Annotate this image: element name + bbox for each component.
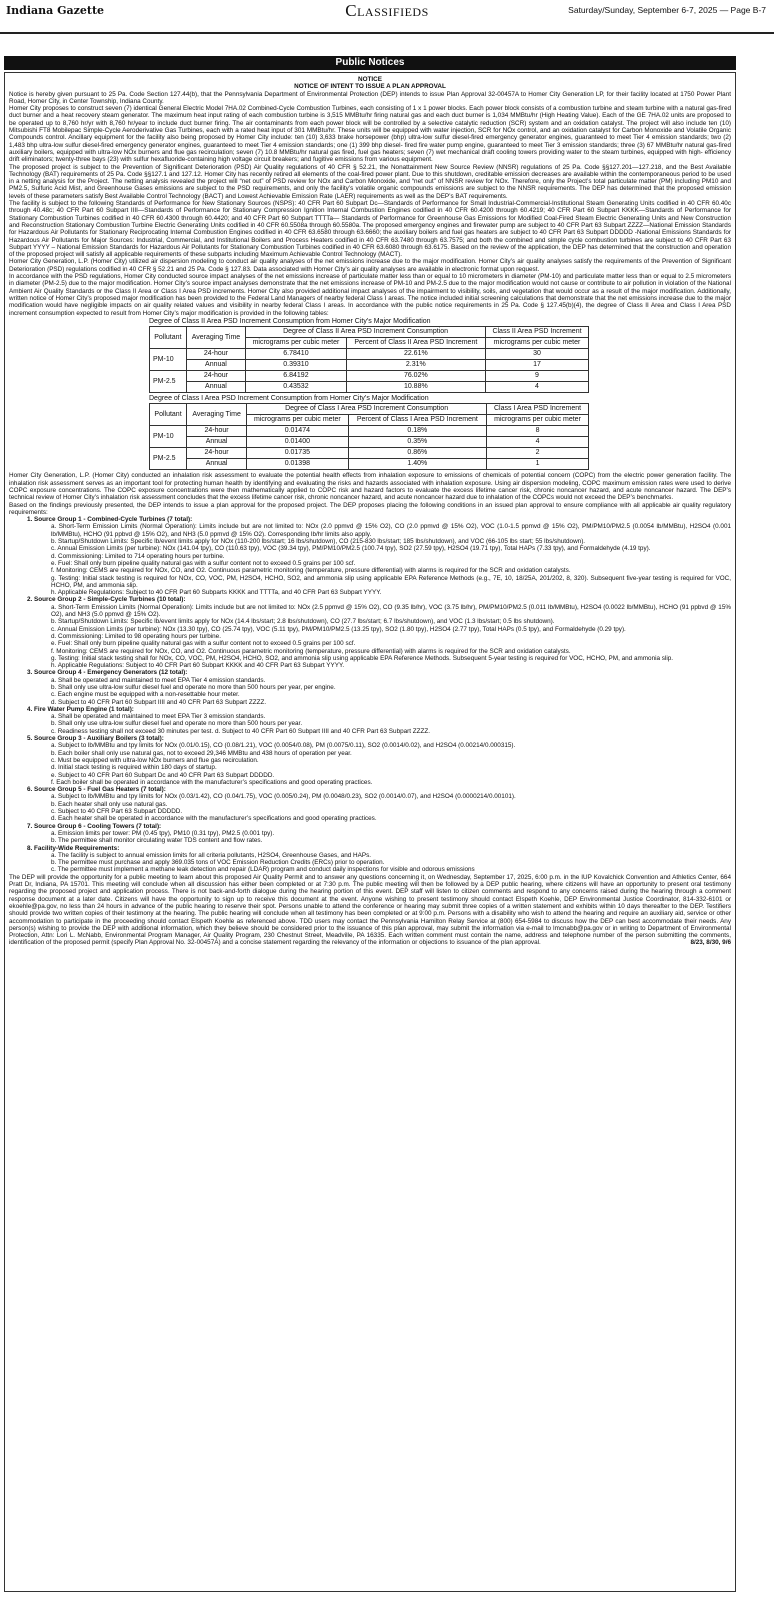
- averaging-time-cell: Annual: [187, 437, 247, 448]
- condition-group: [27, 596, 731, 669]
- header-pollutant: Pollutant: [150, 327, 187, 349]
- percent-cell: 0.35%: [348, 437, 487, 448]
- condition-heading: 5. Source Group 3 - Auxiliary Boilers (3 total):: [27, 735, 164, 743]
- condition-item: f. Monitoring: CEMS are required for NOx, CO, and O2. Continuous parametric monitoring (temperature, pressure differential) with alarms is required for the SCR and oxidation catalysts.: [51, 647, 571, 655]
- averaging-time-cell: 24-hour: [186, 349, 246, 360]
- masthead: Indiana Gazette: [6, 4, 105, 17]
- notice-paragraph: Homer City proposes to construct seven (7) identical General Electric Model 7HA.02 Combined-Cycle Combustion Turbines, each consisting of 1 x 1 power blocks. Each power block consists of a combustion turbine and steam turbine with a natural gas-fired duct burner and a heat recovery steam generator. The maximum heat input rating of each combustion turbine is 3,515 MMBtu/hr firing natural gas and each duct burner is 1,034 MMBtu/hr (High Heating Value). Each of the GE 7HA.02 units are proposed to be operated up to 8,760 hr/yr with 8,760 hr/year to include duct burner firing. The air contaminants from each power block will be controlled by a selective catalytic reduction (SCR) system and an oxidation catalyst. The project will also include ten (10) Mitsubishi FT8 Mobilepac Simple-Cycle Aeroderivative Gas Turbines, each with a rated heat input of 301 MMBtu/hr. These units will be equipped with water injection, SCR for NOx control, and an oxidation catalyst for Carbon Monoxide and Volatile Organic Compounds control. Ancillary equipment for the facility also being proposed by Homer City include: ten (10) 3,633 brake horsepower (bhp) ultra-low sulfur diesel-fired emergency generator engines, guaranteed to meet Tier 4 emission standards; two (2) 1,483 bhp ultra-low sulfur diesel-fired emergency generator engines, guaranteed to meet Tier 4 emission standards; one (1) 399 bhp diesel- fired fire water pump engine, guaranteed to meet Tier 3 emission standards; three (3) 67 MMBtu/hr natural gas-fired auxiliary boilers, equipped with ultra-low NOx burners and flue gas recirculation; seven (7) 10.8 MMBtu/hr natural gas fired, fuel gas heaters; seven (7) wet mechanical draft cooling towers providing water to the steam turbines, equipped with high- efficiency drift eliminators; twenty-three bays (23) with sulfur hexafluoride-containing high voltage circuit breakers; and fugitive emissions from various equipment.: [9, 105, 731, 164]
- condition-item: a. Short-Term Emission Limits (Normal Operation): Limits include but are not limited to: NOx (2.0 ppmvd @ 15% O2), CO (2.0 ppmvd @ 15% O2), VOC (1.0-1.5 ppmvd @ 15% O2), PM/PM10/PM2.5 (0.0054 lb/MMBtu), H2SO4 (0.001 lb/MMBtu), HCHO (91 ppbvd @ 15% O2), and NH3 (5.0 ppmvd @ 15% O2). Corresponding lb/hr limits also apply.: [51, 523, 731, 538]
- notice-paragraph: In accordance with the PSD regulations, Homer City conducted source impact analyses of the net emissions increase of particulate matter less than or equal to 10 micrometers in diameter (PM-10) and particulate matter less than or equal to 2.5 micrometers in diameter (PM-2.5) due to the major modification. Homer City’s source impact analyses demonstrate that the net emissions increase of PM-10 and PM-2.5 due to the major modification would not cause or contribute to air pollution in violation of the National Ambient Air Quality Standards or the Class II Area or Class I Area PSD increments. Homer City also provided additional impact analyses of the impairment to visibility, soils, and vegetation that would occur as a result of the major modification. Additionally, written notice of Homer City’s proposed major modification has been provided to the Federal Land Managers of nearby federal Class I areas. The notice included initial screening calculations that demonstrate that the net emissions increase due to the major modification would have negligible impacts on air quality related values and visibility in nearby federal Class I areas. In accordance with the public notice requirements in 25 Pa. Code § 127.45(b)(4), the degree of Class II Area and Class I Area PSD increment consumption expected to result from Homer City’s major modification is provided in the following tables:: [9, 273, 731, 317]
- percent-cell: 0.86%: [348, 448, 487, 459]
- header-percent: Percent of Class II Area PSD Increment: [346, 338, 485, 349]
- risk-paragraph: Homer City Generation, L.P. (Homer City) conducted an inhalation risk assessment to evaluate the potential health effects from inhalation exposure to emissions of chemicals of potential concern (COPC) from the electric power generation facility. The inhalation risk assessment serves as an important tool for protecting human health by identifying and evaluating the risks and hazards associated with inhalation exposure. Using air dispersion modeling, COPC maximum emission rates were used to derive COPC exposure concentrations. The COPC exposure concentrations were then mathematically applied to COPC risk and hazard factors to evaluate the excess lifetime cancer risk, chronic noncancer hazard, and acute noncancer hazard. The DEP’s technical review of Homer City’s inhalation risk assessment concludes that the excess lifetime cancer risk, chronic noncancer hazard, and acute noncancer hazard due to inhalation of the COPCs would not exceed the DEP’s benchmarks.: [9, 472, 731, 502]
- header-micrograms-increment: micrograms per cubic meter: [487, 415, 589, 426]
- consumption-cell: 0.01400: [247, 437, 348, 448]
- risk-paragraph: Based on the findings previously presented, the DEP intends to issue a plan approval for the proposed project. The DEP proposes placing the following conditions in an issued plan approval to ensure compliance with all applicable air quality regulatory requirements:: [9, 501, 731, 516]
- consumption-cell: 0.01474: [247, 426, 348, 437]
- notice-paragraphs: [9, 91, 731, 317]
- condition-group: [27, 823, 731, 845]
- header-consumption: Degree of Class I Area PSD Increment Consumption: [247, 404, 487, 415]
- condition-item: b. Startup/Shutdown Limits: Specific lb/event limits apply for NOx (110-200 lbs/start; 16 lbs/shutdown), CO (215-830 lbs/start; 185 lbs/shutdown), and VOC (66-105 lbs start; 55 lbs/shutdown).: [51, 538, 586, 546]
- averaging-time-cell: Annual: [187, 459, 247, 470]
- condition-item: e. Fuel: Shall only burn pipeline quality natural gas with a sulfur content not to exceed 0.5 grains per 100 scf.: [51, 559, 356, 567]
- condition-item: c. Readiness testing shall not exceed 30 minutes per test. d. Subject to 40 CFR Part 60 Subpart IIII and 40 CFR Part 63 Subpart ZZZZ.: [51, 727, 431, 735]
- condition-item: d. Commissioning: Limited to 98 operating hours per turbine.: [51, 632, 221, 640]
- table-row: [150, 349, 589, 360]
- notice-paragraph: Notice is hereby given pursuant to 25 Pa. Code Section 127.44(b), that the Pennsylvania Department of Environmental Protection (DEP) intends to issue Plan Approval 32-00457A to Homer City Generation LP, for their facility located at 1750 Power Plant Road, Homer City, in Center Township, Indiana County.: [9, 90, 731, 105]
- condition-item: c. Annual Emission Limits (per turbine): NOx (141.04 tpy), CO (110.63 tpy), VOC (39.34 tpy), PM/PM10/PM2.5 (100.74 tpy), SO2 (27.59 tpy), H2SO4 (19.71 tpy), Total HAPs (7.33 tpy), and Formaldehyde (4.19 tpy).: [51, 545, 651, 553]
- header-consumption: Degree of Class II Area PSD Increment Consumption: [246, 327, 486, 338]
- condition-group: [27, 786, 731, 822]
- condition-item: a. Subject to lb/MMBtu and tpy limits for NOx (0.01/0.15), CO (0.08/1.21), VOC (0.0054/0.08), PM (0.0075/0.11), SO2 (0.0014/0.02), and H2SO4 (0.00214/0.000315).: [51, 742, 516, 750]
- section-title: Classifieds: [345, 1, 429, 20]
- header-micrograms-increment: micrograms per cubic meter: [485, 338, 588, 349]
- condition-item: d. Each heater shall be operated in accordance with the manufacturer’s specifications and good operating practices.: [51, 815, 377, 823]
- page-header: [0, 0, 774, 22]
- condition-group: [27, 706, 731, 735]
- condition-item: h. Applicable Regulations: Subject to 40 CFR Part 60 Subparts KKKK and TTTTa, and 40 CFR Part 63 Subpart YYYY.: [51, 589, 382, 597]
- table-row: [150, 437, 589, 448]
- condition-item: h. Applicable Regulations: Subject to 40 CFR Part 60 Subpart KKKK and 40 CFR Part 63 Subpart YYYY.: [51, 662, 345, 670]
- condition-item: d. Subject to 40 CFR Part 60 Subpart IIII and 40 CFR Part 63 Subpart ZZZZ.: [51, 698, 267, 706]
- percent-cell: 10.88%: [346, 382, 485, 393]
- class-ii-table: [149, 326, 589, 393]
- class-i-table: [149, 403, 589, 470]
- percent-cell: 1.40%: [348, 459, 487, 470]
- consumption-cell: 6.84192: [246, 371, 346, 382]
- condition-heading: 7. Source Group 6 - Cooling Towers (7 total):: [27, 822, 162, 830]
- table-row: [150, 459, 589, 470]
- condition-item: b. The permittee shall monitor circulating water TDS content and flow rates.: [51, 837, 263, 845]
- increment-cell: 4: [487, 437, 589, 448]
- header-pollutant: Pollutant: [150, 404, 187, 426]
- condition-item: f. Monitoring: CEMS are required for NOx, CO, and O2. Continuous parametric monitoring (temperature, pressure differential) with alarms is required for the SCR and oxidation catalysts.: [51, 567, 571, 575]
- condition-item: c. Annual Emission Limits (per turbine): NOx (13.30 tpy), CO (25.74 tpy), VOC (5.11 tpy), PM/PM10/PM2.5 (13.25 tpy), SO2 (1.80 tpy), H2SO4 (2.77 tpy), Total HAPs (0.5 tpy), and Formaldehyde (0.29 tpy).: [51, 625, 626, 633]
- notice-title: NOTICE: [358, 76, 382, 83]
- condition-item: a. Subject to lb/MMBtu and tpy limits for NOx (0.03/1.42), CO (0.04/1.75), VOC (0.005/0.24), PM (0.0048/0.23), SO2 (0.0014/0.07), and H2SO4 (0.0000214/0.00101).: [51, 793, 516, 801]
- header-averaging-time: Averaging Time: [186, 327, 246, 349]
- pollutant-cell: PM-2.5: [150, 448, 187, 470]
- conditions-list: [9, 516, 731, 874]
- condition-item: b. Each boiler shall only use natural gas, not to exceed 29,346 MMBtu and 438 hours of operation per year.: [51, 749, 352, 757]
- condition-group: [27, 735, 731, 786]
- table2-caption: Degree of Class I Area PSD Increment Consumption from Homer City’s Major Modification: [149, 395, 429, 403]
- consumption-cell: 0.43532: [246, 382, 346, 393]
- condition-item: b. The permittee must purchase and apply 369.035 tons of VOC Emission Reduction Credits (ERCs) prior to operation.: [51, 859, 385, 867]
- notice-body: [4, 72, 736, 1592]
- header-rule: [0, 32, 774, 34]
- condition-heading: 8. Facility-Wide Requirements:: [27, 844, 120, 852]
- closing-paragraph: The DEP will provide the opportunity for a public meeting to learn about this proposed Air Quality Permit and to answer any questions concerning it, on Wednesday, September 17, 2025, 6:00 p.m. in the IUP Kovalchick Convention and Athletics Center, 664 Pratt Dr, Indiana, PA 15701. This meeting will conclude when all discussion has either been completed or at 7:30 p.m. The public meeting will then be followed by a DEP public hearing, where citizens will have an opportunity to present oral testimony regarding the proposed project and application process. There is not back-and-forth dialogue during the hearing portion of this event. DEP staff will listen to citizen comments and respond to any concerns raised during the hearing through a comment response document at a later date. Citizens will have the opportunity to sign up to receive this document at the event. Anyone wishing to present testimony should contact Elspeth Koehle, DEP Environmental Justice Coordinator, 814-332-6101 or ekoehle@pa.gov, no less than 24 hours in advance of the public hearing to reserve their spot. Persons unable to attend the conference or hearing may submit three copies of a written statement and exhibits within 10 days thereafter to the DEP. Testifiers should provide two written copies of their testimony at the hearing. The public hearing will conclude when all testimony has been completed or at 9:00 p.m. Persons with a disability who wish to attend the hearing and require an auxiliary aid, service or other accommodation to participate in the proceeding should contact Elspeth Koehle as referenced above. TDD users may contact the Pennsylvania Hamilton Relay Service at (800) 654-5984 to discuss how the DEP can best accommodate their needs. Any person(s) wishing to provide the DEP with additional information, which they believe should be considered prior to the issuance of this plan approval, may submit the information via e-mail to lmcnabb@pa.gov or in writing to Department of Environmental Protection, Attn: Lori L. McNabb, Environmental Program Manager, Air Quality Program, 230 Chestnut Street, Meadville, PA 16335. Each written comment must contain the name, address and telephone number of the person submitting the comments, identification of the proposed permit (specify Plan Approval No. 32-00457A) and a concise statement regarding the relevancy of the information or objections to issuance of the plan approval. 8/23, 8/30, 9/6: [9, 873, 731, 947]
- condition-item: g. Testing: Initial stack testing is required for NOx, CO, VOC, PM, H2SO4, HCHO, SO2, and ammonia slip using applicable EPA Reference Methods (e.g., 7E, 10, 18/25A, 201/202, 8, 320). Subsequent five-year testing is required for VOC, HCHO, PM, and ammonia slip.: [51, 574, 731, 589]
- consumption-cell: 0.01735: [247, 448, 348, 459]
- increment-cell: 9: [485, 371, 588, 382]
- condition-item: b. Shall only use ultra-low sulfur diesel fuel and operate no more than 500 hours per year.: [51, 720, 303, 728]
- averaging-time-cell: 24-hour: [187, 426, 247, 437]
- increment-cell: 17: [485, 360, 588, 371]
- averaging-time-cell: Annual: [186, 360, 246, 371]
- condition-group: [27, 845, 731, 874]
- condition-item: a. Short-Term Emission Limits (Normal Operation): Limits include but are not limited to: NOx (2.5 ppmvd @ 15% O2), CO (9.35 lb/hr), VOC (3.75 lb/hr), PM/PM10/PM2.5 (0.011 lb/MMBtu), H2SO4 (0.0022 lb/MMBtu), HCHO (91 ppbvd @ 15% O2), and NH3 (5.0 ppmvd @ 15% O2).: [51, 603, 731, 619]
- public-notices-banner: Public Notices: [4, 56, 736, 70]
- condition-item: f. Each boiler shall be operated in accordance with the manufacturer’s specifications and good operating practices.: [51, 778, 373, 786]
- table-row: [150, 360, 589, 371]
- condition-item: d. Initial stack testing is required within 180 days of startup.: [51, 764, 217, 772]
- percent-cell: 2.31%: [346, 360, 485, 371]
- condition-item: c. The permittee must implement a methane leak detection and repair (LDAR) program and conduct daily inspections for visible and odorous emissions: [51, 866, 475, 874]
- consumption-cell: 0.39310: [246, 360, 346, 371]
- condition-item: e. Fuel: Shall only burn pipeline quality natural gas with a sulfur content not to exceed 0.5 grains per 100 scf.: [51, 640, 356, 648]
- notice-paragraph: The facility is subject to the following Standards of Performance for New Stationary Sources (NSPS): 40 CFR Part 60 Subpart Dc—Standards of Performance for Small Industrial-Commercial-Institutional Steam Generating Units codified in 40 CFR 60.40c through 40.48c; 40 CFR Part 60 Subpart IIII—Standards of Performance for Stationary Compression Ignition Internal Combustion Engines codified in 40 CFR 60.4200 through 60.4219; 40 CFR Part 60 Subpart KKKK—Standards of Performance for Stationary Combustion Turbines codified in 40 CFR 60.4300 through 60.4420; and 40 CFR Part 60 Subpart TTTTa— Standards of Performance for Greenhouse Gas Emissions for Modified Coal-Fired Steam Electric Generating Units and New Construction and Reconstruction Stationary Combustion Turbine Electric Generating Units codified in 40 CFR 60.5508a through 60.5580a. The proposed emergency engines and firewater pump are subject to 40 CFR Part 63 Subpart ZZZZ—National Emission Standards for Hazardous Air Pollutants for Stationary Reciprocating Internal Combustion Engines codified in 40 CFR 63.6580 through 63.6660; the auxiliary boilers and fuel gas heaters are subject to 40 CFR Part 63 Subpart DDDDD -National Emissions Standards for Hazardous Air Pollutants for Major Sources: Industrial, Commercial, and Institutional Boilers and Process Heaters codified in 40 CFR 63.7480 through 63.7575; and both the combined and simple cycle combustion turbines are subject to 40 CFR Part 63 Subpart YYYY – National Emission Standards for Hazardous Air Pollutants for Stationary Combustion Turbines codified in 40 CFR 63.6080 through 63.6175. Based on the review of the application, the DEP has determined that the construction and operation of the proposed project will satisfy all applicable requirements of these subparts including Maximum Achievable Control Technology (MACT).: [9, 200, 731, 259]
- increment-cell: 2: [487, 448, 589, 459]
- condition-group: [27, 669, 731, 705]
- table-row: [150, 371, 589, 382]
- header-increment: Class I Area PSD Increment: [487, 404, 589, 415]
- pollutant-cell: PM-10: [150, 349, 187, 371]
- condition-item: a. Emission limits per tower: PM (0.45 tpy), PM10 (0.31 tpy), PM2.5 (0.001 tpy).: [51, 829, 275, 837]
- increment-cell: 1: [487, 459, 589, 470]
- condition-heading: 6. Source Group 5 - Fuel Gas Heaters (7 total):: [27, 786, 166, 794]
- condition-group: [27, 516, 731, 596]
- notice-subtitle: NOTICE OF INTENT TO ISSUE A PLAN APPROVAL: [294, 83, 446, 91]
- condition-item: a. Shall be operated and maintained to meet EPA Tier 3 emission standards.: [51, 713, 266, 721]
- condition-item: e. Subject to 40 CFR Part 60 Subpart Dc and 40 CFR Part 63 Subpart DDDDD.: [51, 771, 275, 779]
- condition-heading: 1. Source Group 1 - Combined-Cycle Turbines (7 total):: [27, 516, 193, 524]
- increment-cell: 4: [485, 382, 588, 393]
- condition-item: b. Startup/Shutdown Limits: Specific lb/event limits apply for NOx (14.4 lbs/start; 2.8 lbs/shutdown), CO (27.7 lbs/start; 6.7 lbs/shutdown), and VOC (1.3 lbs/start; 0.5 lbs shutdown).: [51, 618, 555, 626]
- consumption-cell: 0.01398: [247, 459, 348, 470]
- condition-item: d. Commissioning: Limited to 714 operating hours per turbine.: [51, 552, 225, 560]
- percent-cell: 76.02%: [346, 371, 485, 382]
- header-increment: Class II Area PSD Increment: [485, 327, 588, 338]
- risk-paragraphs: [9, 472, 731, 516]
- header-micrograms: micrograms per cubic meter: [247, 415, 348, 426]
- condition-heading: 3. Source Group 4 - Emergency Generators (12 total):: [27, 669, 188, 677]
- condition-item: a. Shall be operated and maintained to meet EPA Tier 4 emission standards.: [51, 676, 266, 684]
- percent-cell: 22.61%: [346, 349, 485, 360]
- condition-item: b. Each heater shall only use natural gas.: [51, 800, 168, 808]
- condition-item: c. Must be equipped with ultra-low NOx burners and flue gas recirculation.: [51, 756, 259, 764]
- increment-cell: 8: [487, 426, 589, 437]
- condition-item: c. Subject to 40 CFR Part 63 Subpart DDDDD.: [51, 808, 183, 816]
- condition-heading: 4. Fire Water Pump Engine (1 total):: [27, 705, 134, 713]
- table-row: [150, 382, 589, 393]
- increment-cell: 30: [485, 349, 588, 360]
- table1-caption: Degree of Class II Area PSD Increment Consumption from Homer City’s Major Modification: [149, 317, 431, 325]
- pollutant-cell: PM-2.5: [150, 371, 187, 393]
- condition-item: c. Each engine must be equipped with a non-resettable hour meter.: [51, 691, 240, 699]
- header-micrograms: micrograms per cubic meter: [246, 338, 346, 349]
- condition-item: g. Testing: Initial stack testing shall for NOx, CO, VOC, PM, H2SO4, HCHO, SO2, and ammonia slip using applicable EPA Reference Methods. Subsequent 5-year testing is required for VOC, HCHO, PM, and ammonia slip.: [51, 654, 674, 662]
- run-dates: 8/23, 8/30, 9/6: [690, 939, 731, 947]
- table-row: [150, 426, 589, 437]
- pollutant-cell: PM-10: [150, 426, 187, 448]
- header-percent: Percent of Class I Area PSD Increment: [348, 415, 487, 426]
- condition-heading: 2. Source Group 2 - Simple-Cycle Turbines (10 total):: [27, 596, 186, 604]
- notice-paragraph: Homer City Generation, L.P. (Homer City) utilized air dispersion modeling to conduct air quality analyses of the net emissions increase due to the major modification. Homer City’s air quality analyses satisfy the requirements of the Prevention of Significant Deterioration (PSD) regulations codified in 40 CFR § 52.21 and 25 Pa. Code § 127.83. Data associated with Homer City’s air quality analyses are available in electronic format upon request.: [9, 258, 731, 273]
- header-averaging-time: Averaging Time: [187, 404, 247, 426]
- notice-paragraph: The proposed project is subject to the Prevention of Significant Deterioration (PSD) Air Quality regulations of 40 CFR § 52.21, the Nonattainment New Source Review (NNSR) regulations of 25 Pa. Code §§127.201—127.218, and the Best Available Technology (BAT) requirements of 25 Pa. Code §§127.1 and 127.12. Homer City has recently retired all elements of the coal-fired power plant. Due to this shutdown, creditable emission decreases are available within the contemporaneous period to be used in a netting analysis for the Project. The netting analysis revealed the project will “net out” of PSD review for NOx and Carbon Monoxide, and “net out” of NNSR review for NOx. Therefore, only the Project’s total particulate matter (PM) including PM10 and PM2.5, Sulfuric Acid Mist, and Greenhouse Gases emissions are subject to the PSD requirements, and only the facility’s volatile organic compounds emissions are subject to the NNSR requirements. The DEP has determined that the proposed emission levels of these parameters satisfy Best Available Control Technology (BACT) and Lowest Achievable Emission Rate (LAER) requirements as well as the DEP’s BAT requirements.: [9, 163, 731, 200]
- condition-item: b. Shall only use ultra-low sulfur diesel fuel and operate no more than 500 hours per year, per engine.: [51, 684, 336, 691]
- condition-item: a. The facility is subject to annual emission limits for all criteria pollutants, H2SO4, Greenhouse Gases, and HAPs.: [51, 851, 372, 859]
- averaging-time-cell: 24-hour: [186, 371, 246, 382]
- dateline: Saturday/Sunday, September 6-7, 2025 — Page B-7: [568, 5, 766, 15]
- consumption-cell: 6.78410: [246, 349, 346, 360]
- percent-cell: 0.18%: [348, 426, 487, 437]
- table-row: [150, 448, 589, 459]
- averaging-time-cell: 24-hour: [187, 448, 247, 459]
- averaging-time-cell: Annual: [186, 382, 246, 393]
